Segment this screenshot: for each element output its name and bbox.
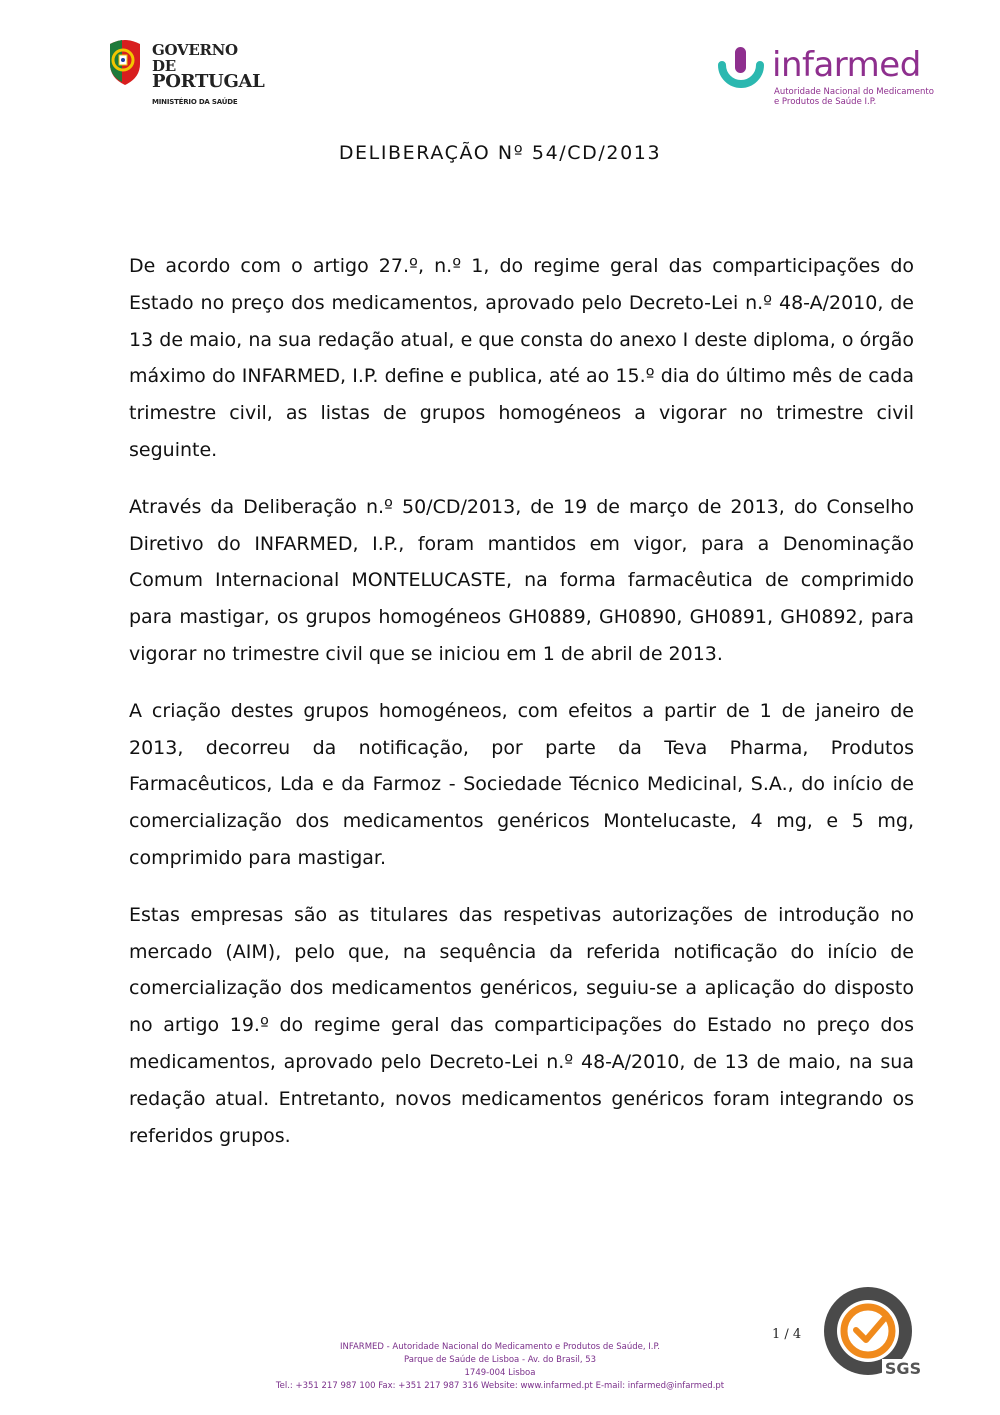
paragraph-2: Através da Deliberação n.º 50/CD/2013, de 19 de março de 2013, do Conselho Diretivo do INFARMED, I.P., foram mantidos em vigor, para a Denominação Comum Internacional MONTELUCASTE, na forma farmacêutica de comprimido para mastigar, os grupos homogéneos GH0889, GH0890, GH0891, GH0892, para vigorar no trimestre civil que se iniciou em 1 de abril de 2013. [129,495,914,665]
ministry-name: MINISTÉRIO DA SAÚDE [152,98,238,106]
footer-line-1: INFARMED - Autoridade Nacional do Medicamento e Produtos de Saúde, I.P. [340,1342,660,1352]
government-logo [106,38,266,110]
document-title: DELIBERAÇÃO Nº 54/CD/2013 [338,142,662,164]
paragraph-1: De acordo com o artigo 27.º, n.º 1, do regime geral das comparticipações do Estado no preço dos medicamentos, aprovado pelo Decreto-Lei n.º 48-A/2010, de 13 de maio, na sua redação atual, e que consta do anexo I deste diploma, o órgão máximo do INFARMED, I.P. define e publica, até ao 15.º dia do último mês de cada trimestre civil, as listas de grupos homogéneos a vigorar no trimestre civil seguinte. [129,255,914,461]
paragraph-3: A criação destes grupos homogéneos, com efeitos a partir de 1 de janeiro de 2013, decorreu da notificação, por parte da Teva Pharma, Produtos Farmacêuticos, Lda e da Farmoz - Sociedade Técnico Medicinal, S.A., do início de comercialização dos medicamentos genéricos Montelucaste, 4 mg, e 5 mg, comprimido para mastigar. [129,699,914,869]
infarmed-symbol-icon [716,45,766,97]
paragraph-4: Estas empresas são as titulares das respetivas autorizações de introdução no mercado (AIM), pelo que, na sequência da referida notificação do início de comercialização dos medicamentos genéricos, seguiu-se a aplicação do disposto no artigo 19.º do regime geral das comparticipações do Estado no preço dos medicamentos, aprovado pelo Decreto-Lei n.º 48-A/2010, de 13 de maio, na sua redação atual. Entretanto, novos medicamentos genéricos foram integrando os referidos grupos. [129,903,914,1147]
government-name [152,42,266,90]
agency-subtitle [774,87,934,107]
government-name-line2: PORTUGAL [152,71,265,92]
footer-line-3: 1749-004 Lisboa [464,1368,536,1378]
sgs-certification-badge-icon [820,1285,926,1381]
document-body [129,248,914,1174]
infarmed-logo [716,45,934,115]
agency-name: infarmed [772,45,921,85]
page-number: 1 / 4 [772,1327,802,1342]
portugal-coat-of-arms-icon [106,38,144,86]
government-name-line1: GOVERNO DE [152,41,238,75]
agency-subtitle-line2: e Produtos de Saúde I.P. [774,97,877,107]
footer-line-2: Parque de Saúde de Lisboa - Av. do Brasil, 53 [403,1355,597,1365]
footer-line-4: Tel.: +351 217 987 100 Fax: +351 217 987 316 Website: www.infarmed.pt E-mail: infarmed@infarmed.pt [275,1381,725,1391]
agency-subtitle-line1: Autoridade Nacional do Medicamento [774,87,934,97]
svg-text:SGS: SGS [884,1359,922,1378]
